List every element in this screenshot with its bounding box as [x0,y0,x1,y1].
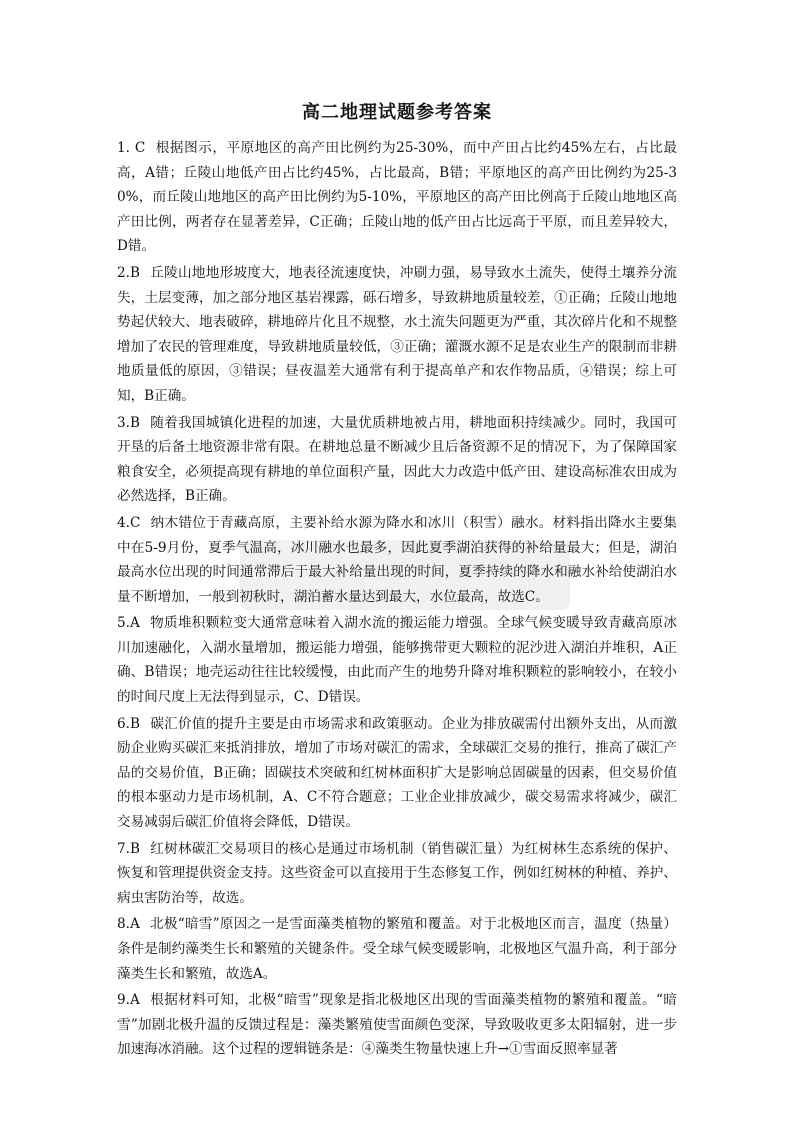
answer-2 [117,261,677,409]
answer-7 [117,837,677,911]
answer-3 [117,411,677,509]
answer-text: 纳木错位于青藏高原，主要补给水源为降水和冰川（积雪）融水。材料指出降水主要集中在5-9月份，夏季气温高，冰川融水也最多，因此夏季湖泊获得的补给量最大；但是，湖泊最高水位出现的时间通常滞后于最大补给量出现的时间，夏季持续的降水和融水补给使湖泊水量不断增加，一般到初秋时，湖泊蓄水量达到最大，水位最高，故选C。 [117,514,677,605]
answer-text: 物质堆积颗粒变大通常意味着入湖水流的搬运能力增强。全球气候变暖导致青藏高原冰川加速融化，入湖水量增加，搬运能力增强，能够携带更大颗粒的泥沙进入湖泊并堆积，A正确、B错误；地壳运动往往比较缓慢，由此而产生的地势升降对堆积颗粒的影响较小，在较小的时间尺度上无法得到显示，C、D错误。 [117,615,677,706]
answer-document [117,100,677,1064]
answer-number: 9.A [117,992,140,1009]
answer-number: 4.C [117,514,141,531]
answer-text: 红树林碳汇交易项目的核心是通过市场机制（销售碳汇量）为红树林生态系统的保护、恢复和管理提供资金支持。这些资金可以直接用于生态修复工作，例如红树林的种植、养护、病虫害防治等，故选。 [117,840,677,906]
answer-text: 丘陵山地地形坡度大，地表径流速度快，冲刷力强，易导致水土流失，使得土壤养分流失，土层变薄，加之部分地区基岩裸露，砾石增多，导致耕地质量较差，①正确；丘陵山地地势起伏较大、地表破碎，耕地碎片化且不规整，水土流失问题更为严重，其次碎片化和不规整增加了农民的管理难度，导致耕地质量较低，③正确；灌溉水源不足是农业生产的限制而非耕地质量低的原因，③错误；昼夜温差大通常有利于提高单产和农作物品质，④错误；综上可知，B正确。 [117,264,677,404]
answer-text: 北极“暗雪”原因之一是雪面藻类植物的繁殖和覆盖。对于北极地区而言，温度（热量）条件是制约藻类生长和繁殖的关键条件。受全球气候变暖影响，北极地区气温升高，利于部分藻类生长和繁殖，故选A。 [117,916,677,982]
answer-text: 根据材料可知，北极“暗雪”现象是指北极地区出现的雪面藻类植物的繁殖和覆盖。“暗雪”加剧北极升温的反馈过程是：藻类繁殖使雪面颜色变深，导致吸收更多太阳辐射，进一步加速海冰消融。这个过程的逻辑链条是：④藻类生物量快速上升→①雪面反照率显著 [117,992,677,1058]
answer-number: 3.B [117,414,140,431]
answer-text: 随着我国城镇化进程的加速，大量优质耕地被占用，耕地面积持续减少。同时，我国可开垦的后备土地资源非常有限。在耕地总量不断减少且后备资源不足的情况下，为了保障国家粮食安全，必须提高现有耕地的单位面积产量，因此大力改造中低产田、建设高标准农田成为必然选择，B正确。 [117,414,677,505]
answer-4 [117,511,677,609]
answer-text: 碳汇价值的提升主要是由市场需求和政策驱动。企业为排放碳需付出额外支出，从而激励企业购买碳汇来抵消排放，增加了市场对碳汇的需求，全球碳汇交易的推行，推高了碳汇产品的交易价值，B正确；固碳技术突破和红树林面积扩大是影响总固碳量的因素，但交易价值的根本驱动力是市场机制，A、C不符合题意；工业企业排放减少，碳交易需求将减少，碳汇交易减弱后碳汇价值将会降低，D错误。 [117,715,677,831]
answer-number: 8.A [117,916,140,933]
answer-9 [117,988,677,1062]
answer-number: 7.B [117,840,140,857]
answer-number: 6.B [117,715,140,732]
answer-number: 5.A [117,615,140,632]
answer-6 [117,712,677,835]
answer-number: 1. C [117,140,146,156]
answer-number: 2.B [117,264,140,281]
answer-5 [117,611,677,709]
answer-8 [117,912,677,986]
document-title: 高二地理试题参考答案 [302,102,492,123]
answer-1 [117,136,677,259]
answer-text: 根据图示，平原地区的高产田比例约为25-30%，而中产田占比约45%左右，占比最高，A错；丘陵山地低产田占比约45%，占比最高，B错；平原地区的高产田比例约为25-30%，而丘陵山地地区的高产田比例约为5-10%，平原地区的高产田比例高于丘陵山地地区高产田比例，两者存在显著差异，C正确；丘陵山地的低产田占比远高于平原，而且差异较大，D错。 [117,140,677,255]
